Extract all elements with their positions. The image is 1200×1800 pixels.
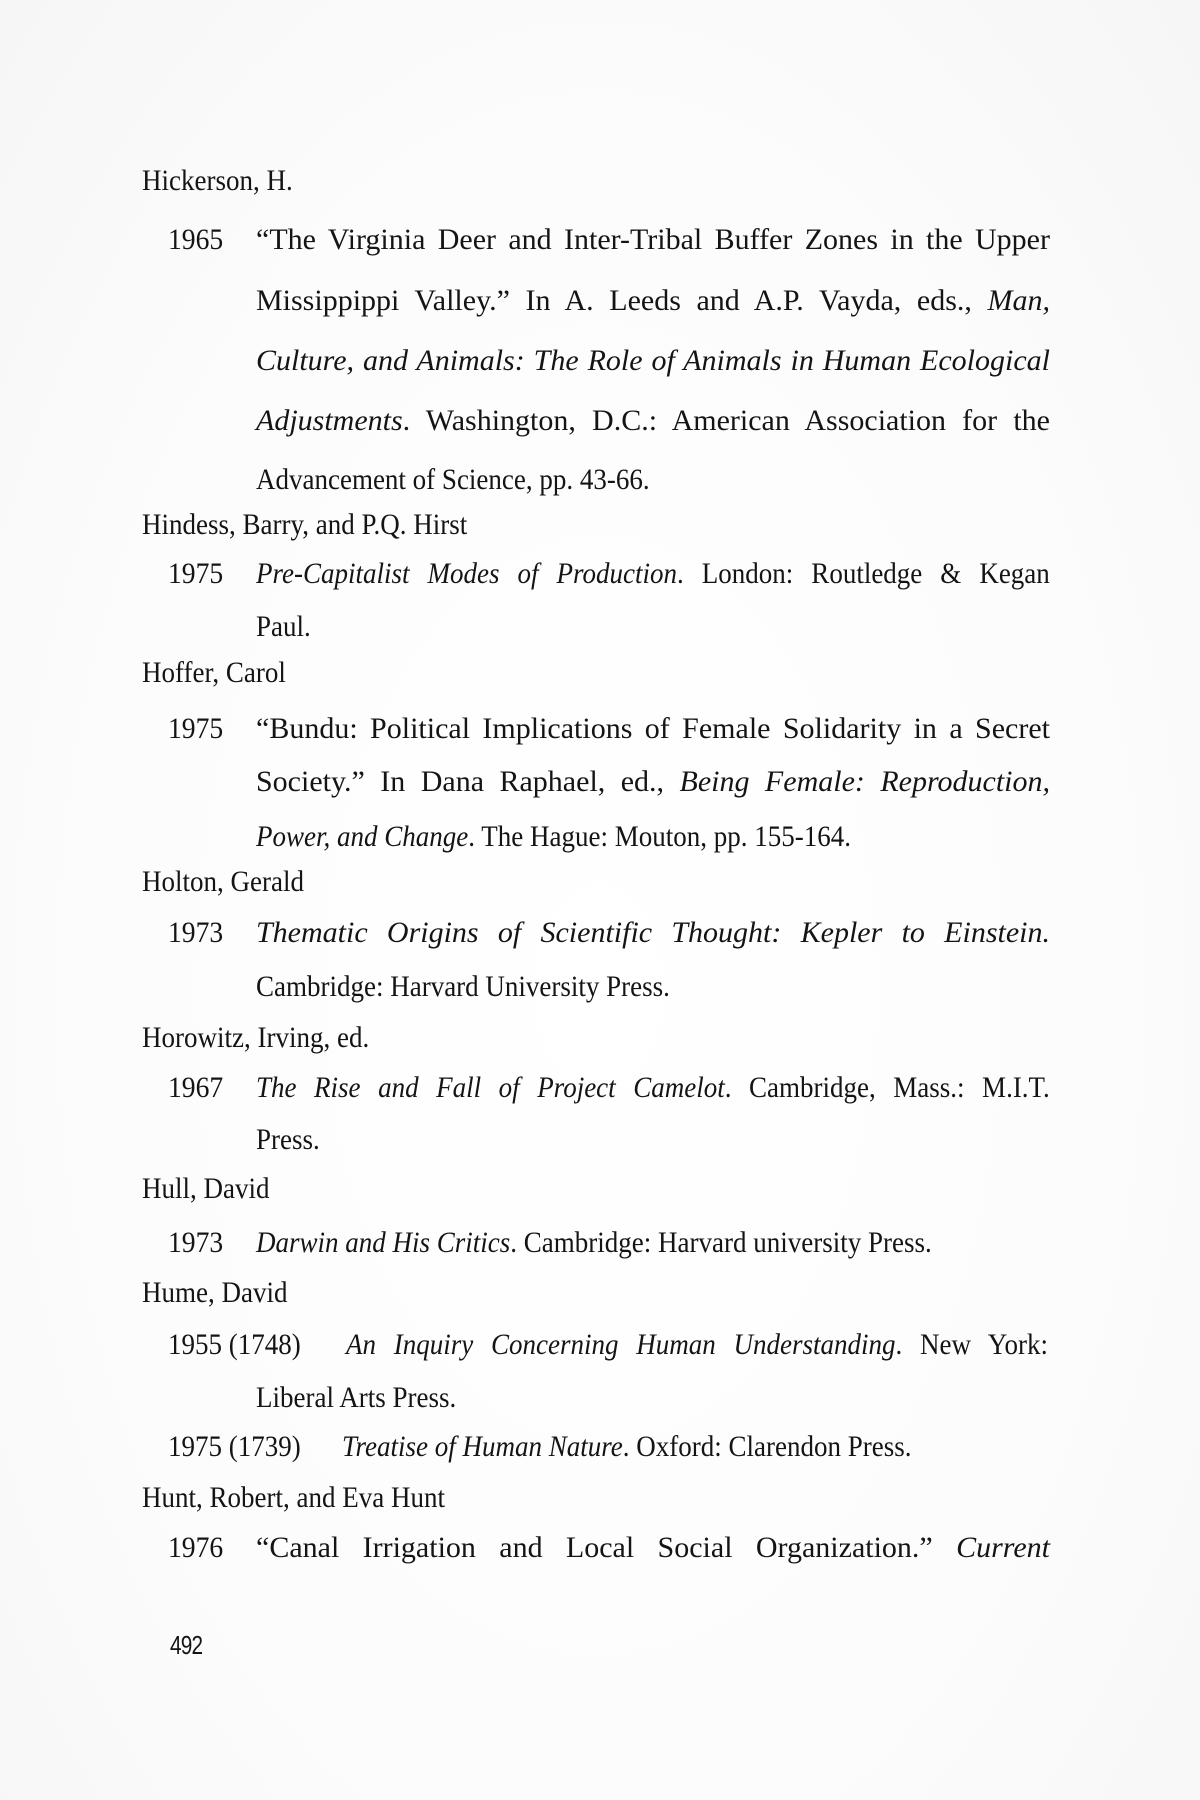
text-segment: . Oxford: Clarendon Press. [622, 1430, 912, 1463]
text-segment: . London: Routledge & Kegan [677, 557, 1050, 590]
italic-title-segment: Pre-Capitalist Modes of Production [256, 557, 678, 590]
entry-author: Hoffer, Carol [142, 656, 286, 689]
italic-title-segment: Power, and Change [256, 820, 469, 853]
text-segment: Missippippi Valley.” In A. Leeds and A.P. Vayda, eds., [256, 284, 988, 317]
entry-author: Hunt, Robert, and Eva Hunt [142, 1481, 445, 1514]
text-segment: . The Hague: Mouton, pp. 155-164. [468, 820, 851, 853]
entry-author: Holton, Gerald [142, 865, 304, 898]
italic-title-segment: Treatise of Human Nature [342, 1430, 623, 1463]
entry-text-line [256, 1380, 1048, 1416]
entry-year: 1975 (1739) [168, 1430, 301, 1463]
entry-text-line [256, 969, 1048, 1005]
entry-text-line [342, 1429, 1134, 1465]
text-segment: “Bundu: Political Implications of Female Solidarity in a Secret [256, 712, 1050, 745]
entry-year: 1967 [168, 1071, 224, 1104]
text-segment: . Cambridge, Mass.: M.I.T. [724, 1071, 1050, 1104]
entry-year: 1975 [168, 712, 224, 745]
italic-title-segment: An Inquiry Concerning Human Understanding [346, 1328, 896, 1361]
entry-text-line [256, 556, 1050, 592]
italic-title-segment: Darwin and His Critics [256, 1226, 511, 1259]
italic-title-segment: The Rise and Fall of Project Camelot [256, 1071, 725, 1104]
entry-text-line [256, 819, 1048, 855]
page-number: 492 [170, 1630, 203, 1660]
text-segment: . Washington, D.C.: American Association for the [402, 404, 1050, 437]
entry-text-line [256, 283, 1050, 319]
entry-text-line [256, 1122, 1048, 1158]
entry-author: Hume, David [142, 1276, 288, 1309]
entry-year: 1955 (1748) [168, 1328, 301, 1361]
entry-year: 1973 [168, 916, 224, 949]
entry-year: 1965 [168, 223, 224, 256]
text-segment: Liberal Arts Press. [256, 1381, 457, 1414]
entry-year: 1975 [168, 557, 224, 590]
entry-text-line [256, 609, 1048, 645]
italic-title-segment: Adjustments [256, 404, 403, 437]
entry-year: 1973 [168, 1226, 224, 1259]
text-segment: . New York: [895, 1328, 1048, 1361]
entry-text-line [256, 343, 1050, 379]
text-segment: “Canal Irrigation and Local Social Organization.” [256, 1531, 957, 1564]
entry-text-line [256, 1225, 1048, 1261]
entry-text-line [256, 915, 1050, 951]
text-segment: Press. [256, 1123, 320, 1156]
entry-text-line [256, 222, 1050, 258]
italic-title-segment: Culture, and Animals: The Role of Animals in Human Ecological [256, 344, 1050, 377]
entry-author: Hindess, Barry, and P.Q. Hirst [142, 508, 468, 541]
entry-text-line [256, 462, 1048, 498]
italic-title-segment: Man, [987, 284, 1050, 317]
text-segment: “The Virginia Deer and Inter-Tribal Buffer Zones in the Upper [256, 223, 1050, 256]
entry-author: Hickerson, H. [142, 164, 293, 197]
italic-title-segment: Being Female: Reproduction, [679, 765, 1051, 798]
entry-text-line [256, 403, 1050, 439]
text-segment: Advancement of Science, pp. 43-66. [256, 463, 650, 496]
entry-author: Hull, David [142, 1172, 270, 1205]
entry-author: Horowitz, Irving, ed. [142, 1021, 370, 1054]
entry-text-line [346, 1327, 1048, 1363]
text-segment: Paul. [256, 610, 311, 643]
entry-year: 1976 [168, 1531, 224, 1564]
italic-title-segment: Thematic Origins of Scientific Thought: Kepler to Einstein. [256, 916, 1050, 949]
entry-text-line [256, 764, 1050, 800]
text-segment: Cambridge: Harvard University Press. [256, 970, 670, 1003]
text-segment: . Cambridge: Harvard university Press. [510, 1226, 932, 1259]
entry-text-line [256, 1530, 1050, 1566]
entry-text-line [256, 1070, 1050, 1106]
entry-text-line [256, 711, 1050, 747]
italic-title-segment: Current [956, 1531, 1050, 1564]
text-segment: Society.” In Dana Raphael, ed., [256, 765, 680, 798]
